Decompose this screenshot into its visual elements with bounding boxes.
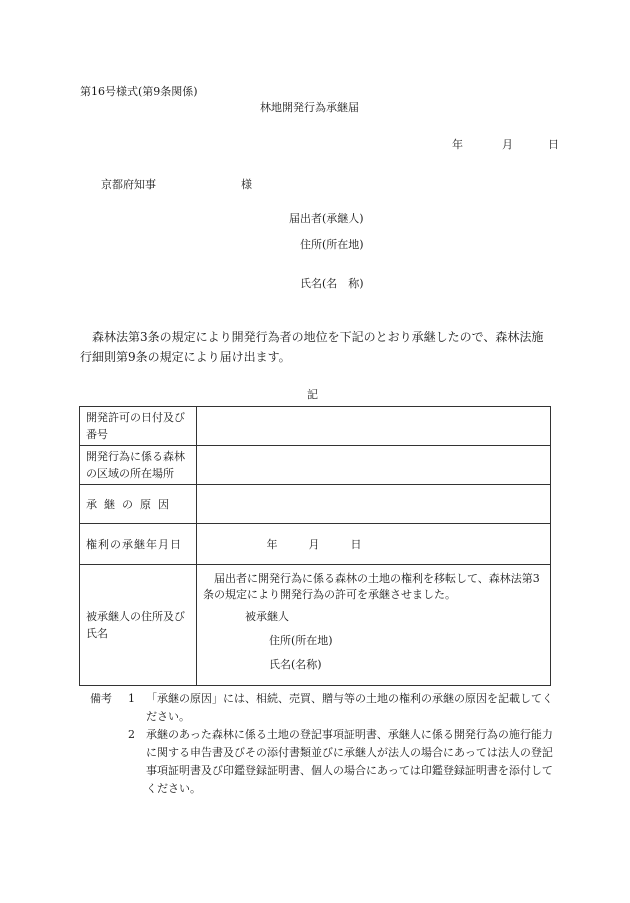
date-month: 月 [502,138,513,151]
predecessor-statement: 届出者に開発行為に係る森林の土地の権利を移転して、森林法第3条の規定により開発行為の許可を承継させました。 [203,572,540,601]
predecessor-address-label: 住所(所在地) [269,634,333,647]
note-text: 承継のあった森林に係る土地の登記事項証明書、承継人に係る開発行為の施行能力に関する申告書及びその添付書類並びに承継人が法人の場合にあっては法人の登記事項証明書及び印鑑登録証明書、個人の場合にあっては印鑑登録証明書を添付してください。 [146,728,553,795]
submission-date [452,136,559,152]
predecessor-label: 被承継人の住所及び氏名 [80,565,197,686]
notes-heading: 備考 [90,692,112,705]
list-item [90,726,560,798]
applicant-address-label: 住所(所在地) [300,238,364,251]
form-number: 第16号様式(第9条関係) [80,85,198,98]
list-item [90,690,560,726]
permit-date-number-label: 開発許可の日付及び番号 [80,407,197,446]
predecessor-sub-label: 被承継人 [245,610,289,623]
succession-date-value[interactable] [197,524,551,565]
addressee [101,176,252,192]
table-row [80,407,551,446]
succession-date-month: 月 [308,538,320,551]
applicant-name-label: 氏名(名 称) [300,277,364,290]
notes [90,690,560,798]
addressee-honorific: 様 [241,178,252,191]
ki-heading: 記 [307,388,318,401]
succession-cause-label: 承継の原因 [80,485,197,524]
predecessor-name-label: 氏名(名称) [269,658,322,671]
note-text: 「承継の原因」には、相続、売買、贈与等の土地の権利の承継の原因を記載してください。 [146,692,553,723]
note-number: 1 [128,692,135,705]
permit-date-number-value[interactable] [197,407,551,446]
addressee-name: 京都府知事 [101,178,156,191]
table-row [80,565,551,686]
table-row [80,446,551,485]
note-number: 2 [128,728,135,741]
table-row [80,524,551,565]
body-text: 森林法第3条の規定により開発行為者の地位を下記のとおり承継したので、森林法施行細則第9条の規定により届け出ます。 [80,330,544,364]
forest-location-value[interactable] [197,446,551,485]
succession-cause-value[interactable] [197,485,551,524]
succession-date-label: 権利の承継年月日 [80,524,197,565]
date-day: 日 [548,138,559,151]
applicant-label: 届出者(承継人) [289,212,364,225]
table-row [80,485,551,524]
succession-date-day: 日 [350,538,362,551]
succession-date-year: 年 [266,538,278,551]
succession-table [79,406,551,686]
predecessor-value[interactable] [197,565,551,686]
document-title: 林地開発行為承継届 [260,101,359,114]
date-year: 年 [452,138,463,151]
forest-location-label: 開発行為に係る森林の区域の所在場所 [80,446,197,485]
